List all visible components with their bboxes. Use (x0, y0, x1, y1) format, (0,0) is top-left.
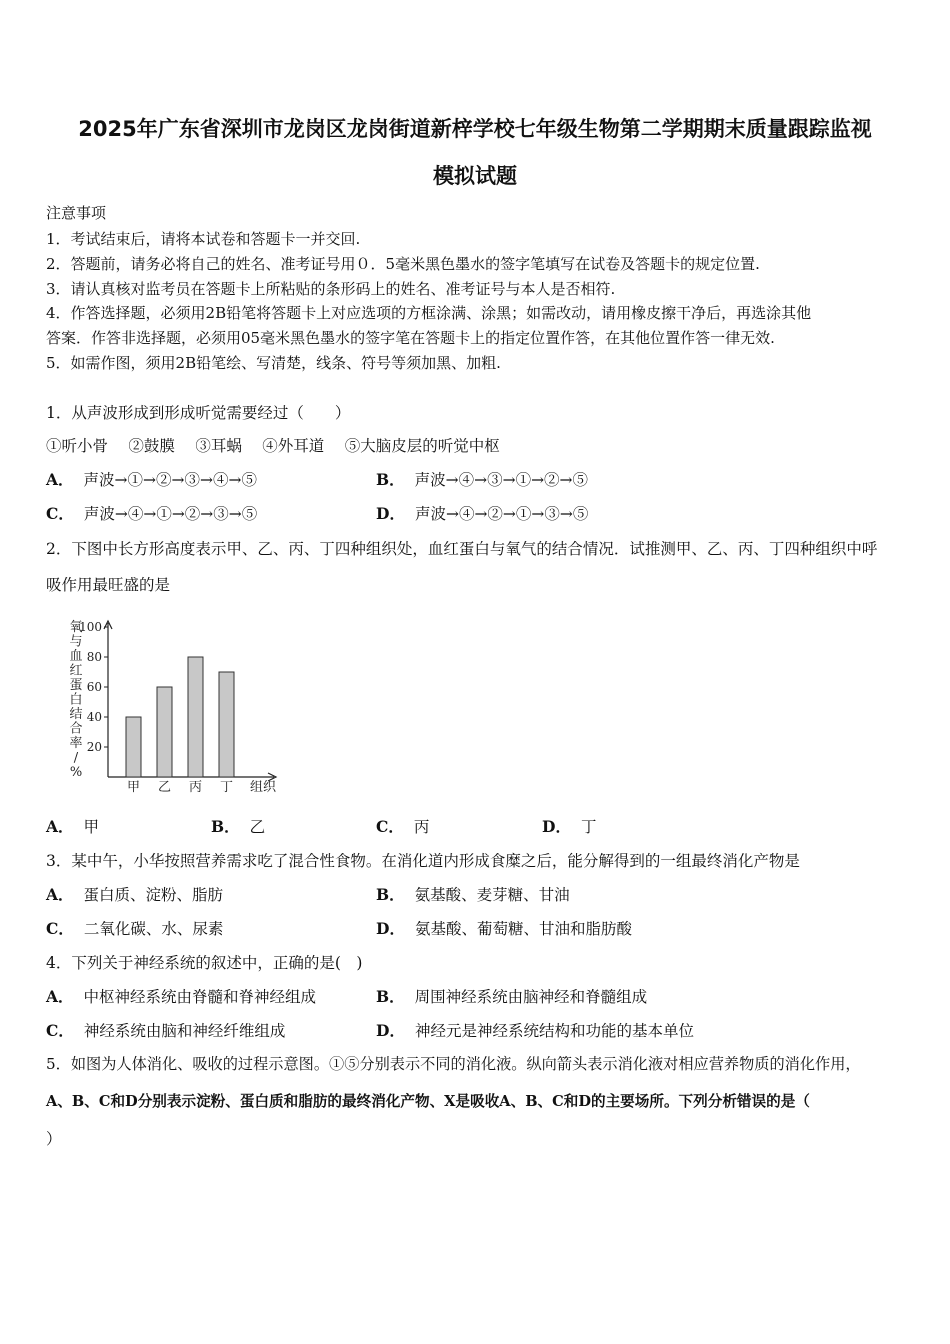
q2-option-d[interactable] (542, 815, 596, 837)
q3-option-d[interactable] (376, 917, 632, 939)
q2-option-b[interactable] (211, 815, 265, 837)
y-axis-label-char: 红 (69, 663, 83, 679)
option-text: 声波→④→③→①→②→⑤ (414, 471, 589, 489)
y-axis-label-char: 蛋 (69, 678, 83, 693)
notice-item: 4．作答选择题，必须用2B铅笔将答题卡上对应选项的方框涂满、涂黑；如需改动，请用橡皮擦干净后，再选涂其他 (46, 304, 812, 322)
option-text: 神经元是神经系统结构和功能的基本单位 (414, 1022, 694, 1040)
chart-bars (126, 657, 234, 777)
option-text: 氨基酸、葡萄糖、甘油和脂肪酸 (414, 920, 632, 938)
q3-stem: 3．某中午，小华按照营养需求吃了混合性食物。在消化道内形成食糜之后，能分解得到的一组最终消化产物是 (46, 852, 800, 870)
y-axis-label-char: 氧 (69, 620, 83, 635)
notice-item: 2．答题前，请务必将自己的姓名、准考证号用０．5毫米黑色墨水的签字笔填写在试卷及答题卡的规定位置. (46, 255, 760, 273)
oxygen-binding-bar-chart (62, 615, 282, 800)
q1-stem: 1．从声波形成到形成听觉需要经过（ ） (46, 404, 351, 422)
option-text: 乙 (249, 818, 266, 836)
option-text: 甲 (83, 818, 100, 836)
x-axis-label: 组织 (250, 780, 277, 795)
q2-option-c[interactable] (376, 815, 429, 837)
option-letter: C． (46, 919, 74, 938)
y-tick-label: 20 (86, 740, 102, 754)
x-category-label: 丙 (188, 780, 203, 795)
option-text: 声波→①→②→③→④→⑤ (83, 471, 257, 489)
option-letter: D． (376, 919, 405, 938)
option-text: 周围神经系统由脑神经和脊髓组成 (414, 988, 648, 1006)
q3-option-b[interactable] (376, 883, 570, 905)
option-text: 氨基酸、麦芽糖、甘油 (414, 886, 570, 904)
notice-item: 1．考试结束后，请将本试卷和答题卡一并交回. (46, 230, 361, 248)
y-axis-label-char: 率 (69, 736, 83, 751)
notice-item: 5．如需作图，须用2B铅笔绘、写清楚，线条、符号等须加黑、加粗. (46, 354, 501, 372)
q1-option-b[interactable] (376, 468, 588, 490)
q5-stem-line1: 5．如图为人体消化、吸收的过程示意图。①⑤分别表示不同的消化液。纵向箭头表示消化液对相应营养物质的消化作用， (46, 1055, 861, 1073)
option-text: 丁 (580, 818, 597, 836)
q4-option-c[interactable] (46, 1019, 285, 1041)
option-letter: B． (376, 885, 405, 904)
y-axis-label-char: 合 (69, 721, 83, 737)
q2-option-a[interactable] (46, 815, 99, 837)
y-axis-label-char: % (69, 765, 83, 780)
y-axis-label-char: 与 (69, 634, 83, 650)
q5-stem-line3: ） (46, 1130, 62, 1148)
y-ticks (79, 620, 108, 754)
q2-stem-line1: 2．下图中长方形高度表示甲、乙、丙、丁四种组织处，血红蛋白与氧气的结合情况．试推测甲、乙、丙、丁四种组织中呼 (46, 540, 878, 558)
bar-丙 (188, 657, 203, 777)
y-tick-label: 40 (86, 710, 102, 724)
option-text: 中枢神经系统由脊髓和脊神经组成 (83, 988, 317, 1006)
q4-option-d[interactable] (376, 1019, 694, 1041)
bar-甲 (126, 717, 141, 777)
option-letter: B． (376, 470, 405, 489)
option-text: 二氧化碳、水、尿素 (83, 920, 224, 938)
y-axis-label-char: 结 (69, 707, 83, 722)
q4-option-b[interactable] (376, 985, 647, 1007)
q2-stem-line2: 吸作用最旺盛的是 (46, 576, 171, 594)
x-categories (127, 780, 233, 795)
option-letter: C． (46, 504, 74, 523)
notice-item: 答案．作答非选择题，必须用05毫米黑色墨水的签字笔在答题卡上的指定位置作答，在其他位置作答一律无效. (46, 329, 775, 347)
q1-items: ①听小骨 ②鼓膜 ③耳蜗 ④外耳道 ⑤大脑皮层的听觉中枢 (46, 437, 500, 455)
q3-option-c[interactable] (46, 917, 223, 939)
y-tick-label: 80 (86, 650, 102, 664)
bar-丁 (219, 672, 234, 777)
q1-option-a[interactable] (46, 468, 257, 490)
option-text: 丙 (413, 818, 430, 836)
option-text: 声波→④→①→②→③→⑤ (83, 505, 258, 523)
exam-title-line1: 2025年广东省深圳市龙岗区龙岗街道新梓学校七年级生物第二学期期末质量跟踪监视 (78, 117, 872, 141)
option-letter: D． (376, 1021, 405, 1040)
option-letter: B． (211, 817, 240, 836)
y-tick-label: 100 (79, 620, 102, 634)
q3-option-a[interactable] (46, 883, 223, 905)
option-letter: D． (542, 817, 571, 836)
notice-heading: 注意事项 (46, 204, 107, 222)
option-letter: A． (46, 817, 74, 836)
q1-option-d[interactable] (376, 502, 588, 524)
option-letter: D． (376, 504, 405, 523)
option-text: 声波→④→②→①→③→⑤ (414, 505, 589, 523)
exam-title-line2: 模拟试题 (433, 164, 517, 188)
q4-stem: 4．下列关于神经系统的叙述中，正确的是( ) (46, 954, 363, 972)
option-letter: A． (46, 987, 74, 1006)
option-text: 蛋白质、淀粉、脂肪 (83, 886, 224, 904)
y-axis-label (69, 620, 82, 780)
x-category-label: 甲 (126, 780, 141, 795)
q5-stem-line2: A、B、C和D分别表示淀粉、蛋白质和脂肪的最终消化产物、X是吸收A、B、C和D的主要场所。下列分析错误的是（ (46, 1093, 810, 1110)
q4-option-a[interactable] (46, 985, 316, 1007)
y-tick-label: 60 (86, 680, 102, 694)
bar-乙 (157, 687, 172, 777)
x-category-label: 丁 (219, 780, 234, 795)
y-axis-label-char: 血 (69, 649, 83, 664)
q1-option-c[interactable] (46, 502, 257, 524)
option-letter: B． (376, 987, 405, 1006)
option-letter: C． (46, 1021, 74, 1040)
x-category-label: 乙 (157, 780, 172, 795)
option-text: 神经系统由脑和神经纤维组成 (83, 1022, 286, 1040)
y-axis-label-char: / (73, 750, 79, 766)
notice-item: 3．请认真核对监考员在答题卡上所粘贴的条形码上的姓名、准考证号与本人是否相符. (46, 280, 616, 298)
option-letter: C． (376, 817, 404, 836)
option-letter: A． (46, 470, 74, 489)
y-axis-label-char: 白 (69, 692, 83, 708)
option-letter: A． (46, 885, 74, 904)
